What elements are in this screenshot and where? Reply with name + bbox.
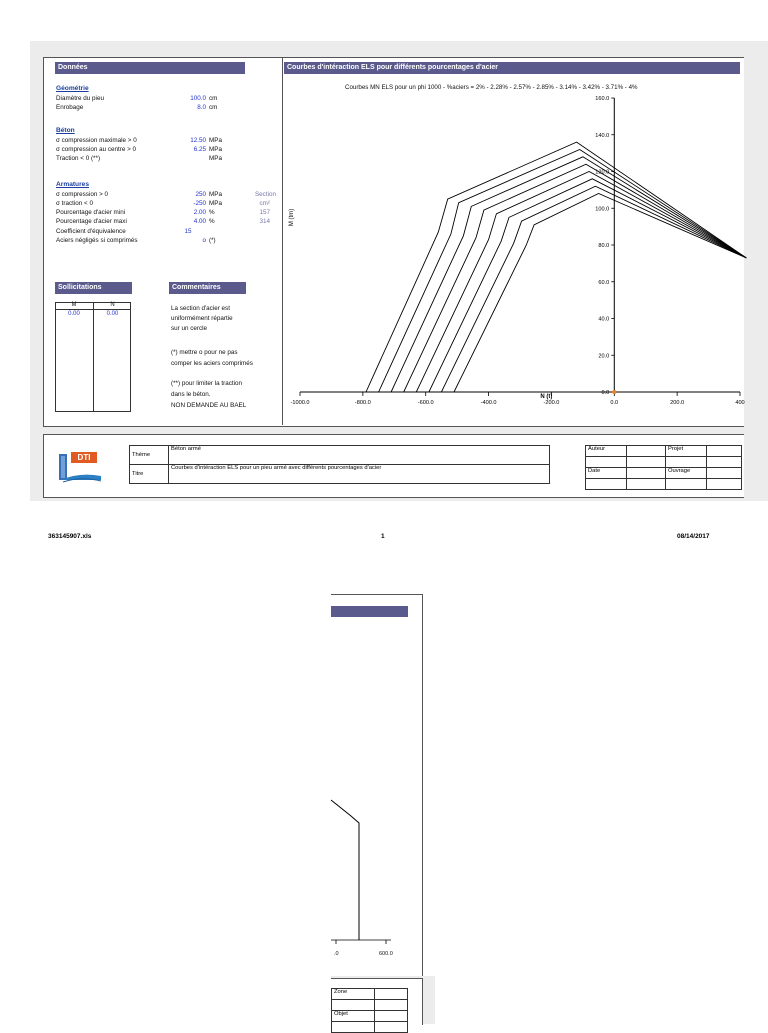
comment-line-2: sur un cercle xyxy=(171,325,208,332)
sollicitations-divider xyxy=(93,302,94,412)
arm-row-4-value[interactable]: 15 xyxy=(184,228,192,235)
ouvrage-label: Ouvrage xyxy=(666,468,707,479)
theme-label: Thème xyxy=(130,446,169,465)
empty-cell xyxy=(627,457,666,468)
x-tick-label: -600.0 xyxy=(417,400,434,406)
n-value[interactable]: 0.00 xyxy=(106,311,119,317)
y-tick-label: 60.0 xyxy=(598,279,610,286)
diametre-unit: cm xyxy=(209,95,218,102)
beton-row-0-value[interactable]: 12.50 xyxy=(190,137,206,144)
arm-row-5-label: Aciers négligés si comprimés xyxy=(56,237,138,244)
dti-logo xyxy=(59,446,103,486)
y-tick-label: 20.0 xyxy=(598,353,610,360)
y-tick-label: 120.0 xyxy=(595,169,610,176)
projet-value[interactable] xyxy=(707,446,742,457)
armatures-title: Armatures xyxy=(56,181,89,188)
page2-tick-0: .0 xyxy=(334,951,339,957)
objet-label: Objet xyxy=(332,1011,375,1022)
y-tick-label: 140.0 xyxy=(595,132,610,139)
origin-marker xyxy=(612,390,616,394)
col-m-header: M xyxy=(71,302,77,308)
col-n-header: N xyxy=(110,302,115,308)
beton-row-0-unit: MPa xyxy=(209,137,222,144)
empty-cell xyxy=(627,479,666,490)
diametre-value[interactable]: 100.0 xyxy=(190,95,206,102)
arm-row-0-label: σ compression > 0 xyxy=(56,191,109,198)
empty-cell xyxy=(375,1000,408,1011)
arm-row-2-extra: 157 xyxy=(259,209,270,216)
page2-header-bar xyxy=(331,606,408,617)
x-tick-label: 400 xyxy=(735,400,745,406)
comment-line-7: (**) pour limiter la traction xyxy=(171,380,243,387)
date-label: Date xyxy=(586,468,627,479)
arm-row-5-value[interactable]: o xyxy=(202,237,206,244)
page2-table xyxy=(331,988,408,1033)
arm-row-3-label: Pourcentage d'acier maxi xyxy=(56,218,127,225)
chart-title: Courbes MN ELS pour un phi 1000 - %aciers = 2% - 2.28% - 2.57% - 2.85% - 3.14% - 3.42% - 3.71% - 4% xyxy=(345,84,638,91)
enrobage-unit: cm xyxy=(209,104,218,111)
arm-row-0-unit: MPa xyxy=(209,191,222,198)
y-tick-label: 100.0 xyxy=(595,206,610,213)
arm-row-2-label: Pourcentage d'acier mini xyxy=(56,209,126,216)
series-line xyxy=(416,169,746,393)
m-value[interactable]: 0.00 xyxy=(68,311,80,317)
comment-line-9: NON DEMANDE AU BAEL xyxy=(171,402,247,409)
x-tick-label: -200.0 xyxy=(543,400,560,406)
arm-row-1-value[interactable]: -250 xyxy=(193,200,206,207)
x-tick-label: -400.0 xyxy=(480,400,497,406)
donnees-header: Données xyxy=(55,62,245,74)
arm-row-1-extra: cm² xyxy=(259,200,270,207)
empty-cell xyxy=(666,457,707,468)
arm-row-0-value[interactable]: 250 xyxy=(195,191,206,198)
x-axis-label: N (t) xyxy=(540,394,553,400)
interaction-chart xyxy=(283,90,743,410)
x-tick-label: -800.0 xyxy=(354,400,371,406)
enrobage-label: Enrobage xyxy=(56,104,84,111)
beton-title: Béton xyxy=(56,127,75,134)
series-line xyxy=(454,194,746,393)
empty-cell xyxy=(707,479,742,490)
page2-tick-1: 600.0 xyxy=(379,951,393,957)
auteur-value[interactable] xyxy=(627,446,666,457)
chart-header: Courbes d'intéraction ELS pour différents pourcentages d'acier xyxy=(284,62,740,74)
comment-line-4: (*) mettre o pour ne pas xyxy=(171,349,238,356)
ouvrage-value[interactable] xyxy=(707,468,742,479)
project-table xyxy=(585,445,742,490)
x-tick-label: -1000.0 xyxy=(290,400,310,406)
geometrie-title: Géométrie xyxy=(56,85,89,92)
arm-row-5-unit: (*) xyxy=(209,237,216,244)
zone-value[interactable] xyxy=(375,989,408,1000)
page-number: 1 xyxy=(381,533,385,540)
comment-line-8: dans le béton. xyxy=(171,391,211,398)
series-line xyxy=(366,142,746,392)
sollicitations-header-line xyxy=(55,309,131,310)
theme-value[interactable]: Béton armé xyxy=(169,446,550,465)
filename: 363145907.xls xyxy=(48,533,92,540)
y-tick-label: 160.0 xyxy=(595,96,610,102)
y-tick-label: 40.0 xyxy=(598,316,610,323)
arm-row-3-value[interactable]: 4.00 xyxy=(193,218,206,225)
theme-table xyxy=(129,445,550,484)
arm-row-1-unit: MPa xyxy=(209,200,222,207)
logo-text: DTI xyxy=(77,453,91,462)
beton-row-2-label: Traction < 0 (**) xyxy=(56,155,101,162)
beton-row-1-label: σ compression au centre > 0 xyxy=(56,146,137,153)
empty-cell xyxy=(332,1022,375,1033)
empty-cell xyxy=(586,457,627,468)
projet-label: Projet xyxy=(666,446,707,457)
empty-cell xyxy=(666,479,707,490)
arm-row-2-unit: % xyxy=(209,209,215,216)
series-line xyxy=(391,157,746,392)
arm-row-2-value[interactable]: 2.00 xyxy=(193,209,206,216)
y-tick-label: 80.0 xyxy=(598,243,610,249)
sollicitations-header: Sollicitations xyxy=(55,282,132,294)
titre-label: Titre xyxy=(130,465,169,484)
arm-row-0-extra: Section xyxy=(254,191,276,198)
arm-row-1-label: σ traction < 0 xyxy=(56,200,93,207)
enrobage-value[interactable]: 8.0 xyxy=(197,104,206,111)
empty-cell xyxy=(707,457,742,468)
comment-line-0: La section d'acier est xyxy=(171,305,230,312)
auteur-label: Auteur xyxy=(586,446,627,457)
empty-cell xyxy=(375,1022,408,1033)
page2-chart-fragment xyxy=(331,790,421,950)
titre-value[interactable]: Courbes d'intéraction ELS pour un pieu armé avec différents pourcentages d'acier xyxy=(169,465,550,484)
zone-label: Zone xyxy=(332,989,375,1000)
objet-value[interactable] xyxy=(375,1011,408,1022)
arm-row-3-unit: % xyxy=(209,218,215,225)
beton-row-2-unit: MPa xyxy=(209,155,222,162)
beton-row-1-value[interactable]: 6.25 xyxy=(193,146,206,153)
series-line xyxy=(441,186,746,392)
print-date: 08/14/2017 xyxy=(677,533,710,540)
comment-line-1: uniformément répartie xyxy=(171,315,233,322)
empty-cell xyxy=(586,479,627,490)
commentaires-header: Commentaires xyxy=(169,282,246,294)
y-axis-label: M (tm) xyxy=(289,208,295,227)
x-tick-label: 200.0 xyxy=(670,400,685,406)
beton-row-0-label: σ compression maximale > 0 xyxy=(56,137,137,144)
series-line xyxy=(429,179,746,392)
arm-row-3-extra: 314 xyxy=(259,218,270,225)
diametre-label: Diamètre du pieu xyxy=(56,95,104,102)
y-tick-label: 0.0 xyxy=(601,390,610,396)
beton-row-1-unit: MPa xyxy=(209,146,222,153)
series-line xyxy=(404,164,747,392)
arm-row-4-label: Coefficient d'équivalence xyxy=(56,228,126,235)
date-value[interactable] xyxy=(627,468,666,479)
empty-cell xyxy=(332,1000,375,1011)
x-tick-label: 0.0 xyxy=(610,400,619,406)
comment-line-5: comper les aciers comprimés xyxy=(171,360,253,367)
